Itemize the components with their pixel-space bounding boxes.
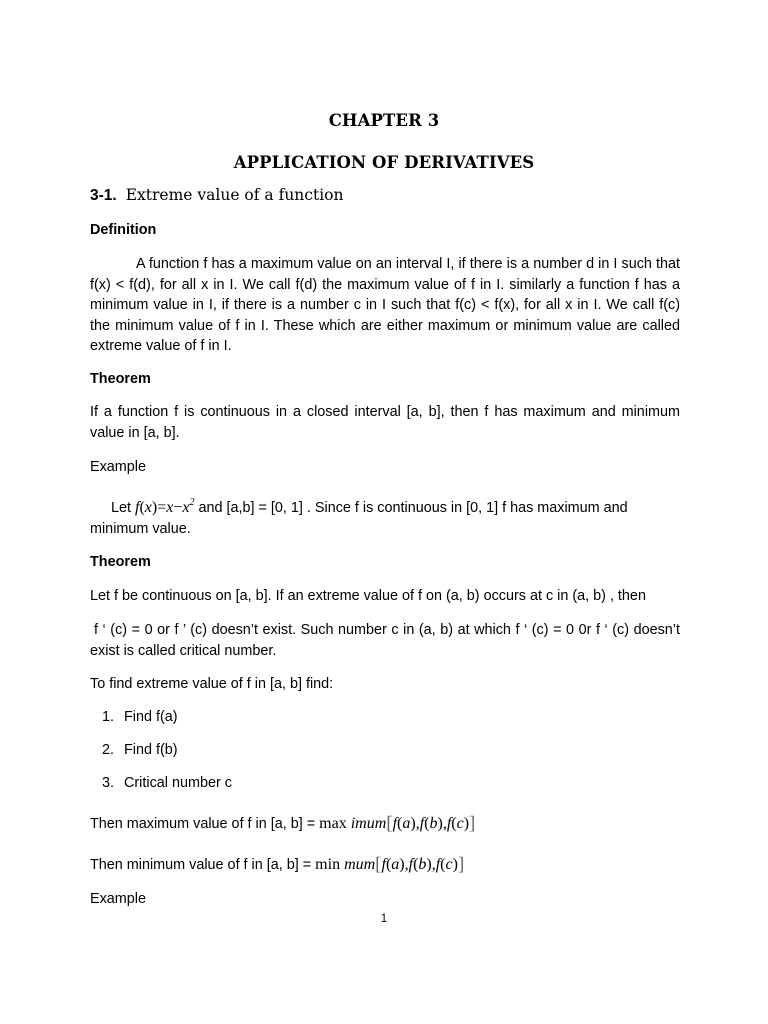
definition-paragraph: A function f has a maximum value on an interval I, if there is a number d in I such that f(x) < f(d), for all x in I. We call f(d) the maximum value of f in I. similarly a function f has a minimum value in I, if there is a number c in I such that f(c) < f(x), for all x in I. We call f(c) the minimum value of f in I. These which are either maximum or minimum value are called extreme value of f in I. [90,256,680,354]
theorem-label-1: Theorem [90,371,151,387]
theorem-paragraph-2: Let f be continuous on [a, b]. If an extreme value of f on (a, b) occurs at c in (a, b) , then [90,588,646,604]
chapter-heading: CHAPTER 3 [328,111,440,130]
list-item: 1. Find f(a) [90,707,680,728]
section-number: 3-1. [90,187,117,204]
max-value-line: Then maximum value of f in [a, b] = max imum[f(a),f(b),f(c)] [90,813,476,834]
example-label-1: Example [90,459,146,475]
example-line-2: minimum value. [90,521,191,537]
list-item: 3. Critical number c [90,773,680,794]
example-formula: $f(x)=x-x^2$ [135,497,195,516]
theorem-label-2: Theorem [90,554,151,570]
chapter-title: APPLICATION OF DERIVATIVES [233,153,535,172]
max-formula: max imum[f(a),f(b),f(c)] [319,813,476,834]
procedure-intro: To find extreme value of f in [a, b] find: [90,676,334,692]
list-number: 3. [101,775,114,791]
theorem-paragraph-1: If a function f is continuous in a closed interval [a, b], then f has maximum and minimum value in [a, b]. [90,404,680,441]
example-rest-text: and [a,b] = [0, 1] . Since f is continuous in [0, 1] f has maximum and [198,500,628,516]
example-line-1 [90,493,680,519]
theorem-paragraph-2b: f ‘ (c) = 0 or f ’ (c) doesn’t exist. Such number c in (a, b) at which f ‘ (c) = 0 0r f ‘ (c) doesn’t exist is called critical number. [90,622,680,659]
list-item: 2. Find f(b) [90,740,680,761]
min-value-line: Then minimum value of f in [a, b] = min mum[f(a),f(b),f(c)] [90,854,465,875]
page-number: 1 [380,913,388,925]
section-title: Extreme value of a function [125,186,344,204]
example-label-2: Example [90,891,146,907]
list-number: 1. [101,709,114,725]
let-word: Let [111,500,132,516]
list-number: 2. [101,742,114,758]
definition-label: Definition [90,222,157,238]
section-heading [90,185,680,207]
min-formula: min mum[f(a),f(b),f(c)] [315,854,465,875]
